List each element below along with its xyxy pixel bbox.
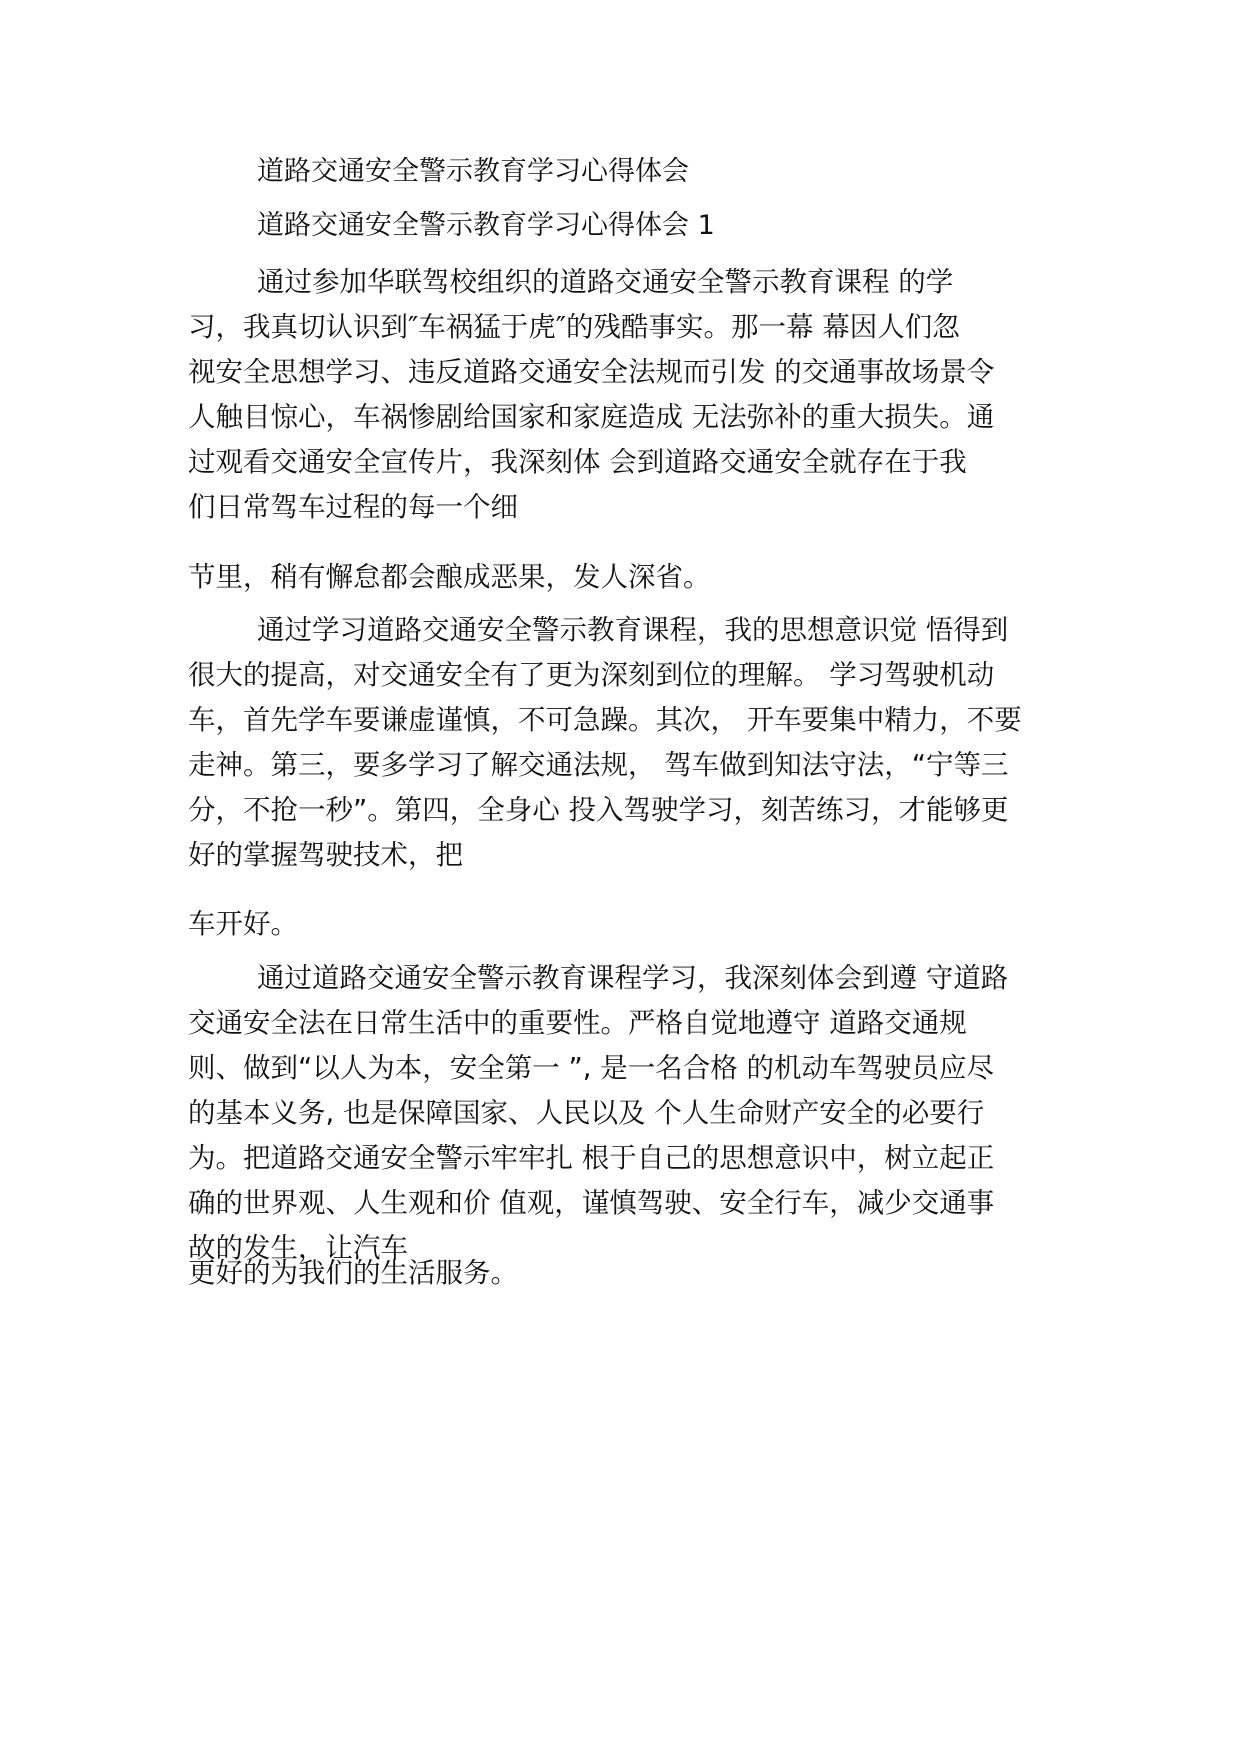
paragraph-line: 通过学习道路交通安全警示教育课程，我的思想意识觉 悟得到 (257, 614, 1009, 646)
paragraph-line: 习，我真切认识到″车祸猛于虎″的残酷事实。那一幕 幕因人们忽 (188, 311, 960, 343)
paragraph-line: 为。把道路交通安全警示牢牢扎 根于自己的思想意识中，树立起正 (188, 1142, 995, 1174)
paragraph-line: 更好的为我们的生活服务。 (188, 1257, 518, 1289)
paragraph-line: 过观看交通安全宣传片，我深刻体 会到道路交通安全就存在于我 (188, 446, 967, 478)
paragraph-1 (188, 260, 1068, 530)
paragraph-line: 交通安全法在日常生活中的重要性。严格自觉地遵守 道路交通规 (188, 1007, 967, 1039)
paragraph-line: 节里，稍有懈怠都会酿成恶果，发人深省。 (188, 561, 711, 593)
paragraph-line: 视安全思想学习、违反道路交通安全法规而引发 的交通事故场景令 (188, 356, 995, 388)
paragraph-2 (188, 608, 1068, 878)
document-subtitle: 道路交通安全警示教育学习心得体会 1 (257, 210, 715, 241)
paragraph-line: 分，不抢一秒”。第四，全身心 投入驾驶学习，刻苦练习，才能够更 (188, 794, 1009, 826)
paragraph-line: 走神。第三，要多学习了解交通法规， 驾车做到知法守法，“宁等三 (188, 749, 1009, 781)
paragraph-line: 很大的提高，对交通安全有了更为深刻到位的理解。 学习驾驶机动 (188, 659, 995, 691)
paragraph-line: 人触目惊心，车祸惨剧给国家和家庭造成 无法弥补的重大损失。通 (188, 401, 995, 433)
paragraph-line: 则、做到“以人为本，安全第一 ”, 是一名合格 的机动车驾驶员应尽 (188, 1052, 994, 1084)
paragraph-line: 车，首先学车要谦虚谨慎，不可急躁。其次， 开车要集中精力，不要 (188, 704, 1022, 736)
paragraph-line: 通过道路交通安全警示教育课程学习，我深刻体会到遵 守道路 (257, 962, 1009, 994)
paragraph-line: 确的世界观、人生观和价 值观，谨慎驾驶、安全行车，减少交通事 (188, 1187, 995, 1219)
paragraph-line: 们日常驾车过程的每一个细 (188, 491, 518, 523)
paragraph-line: 车开好。 (188, 908, 298, 940)
paragraph-line: 通过参加华联驾校组织的道路交通安全警示教育课程 的学 (257, 266, 954, 298)
paragraph-3-continuation (188, 1251, 1068, 1296)
paragraph-line: 的基本义务, 也是保障国家、人民以及 个人生命财产安全的必要行 (188, 1097, 985, 1129)
paragraph-3 (188, 956, 1068, 1271)
paragraph-line: 好的掌握驾驶技术，把 (188, 839, 463, 871)
paragraph-line: 故的发生，让汽车 (188, 1232, 408, 1264)
paragraph-1-continuation (188, 555, 1068, 600)
document-title: 道路交通安全警示教育学习心得体会 (257, 156, 689, 187)
paragraph-2-continuation (188, 902, 1068, 947)
